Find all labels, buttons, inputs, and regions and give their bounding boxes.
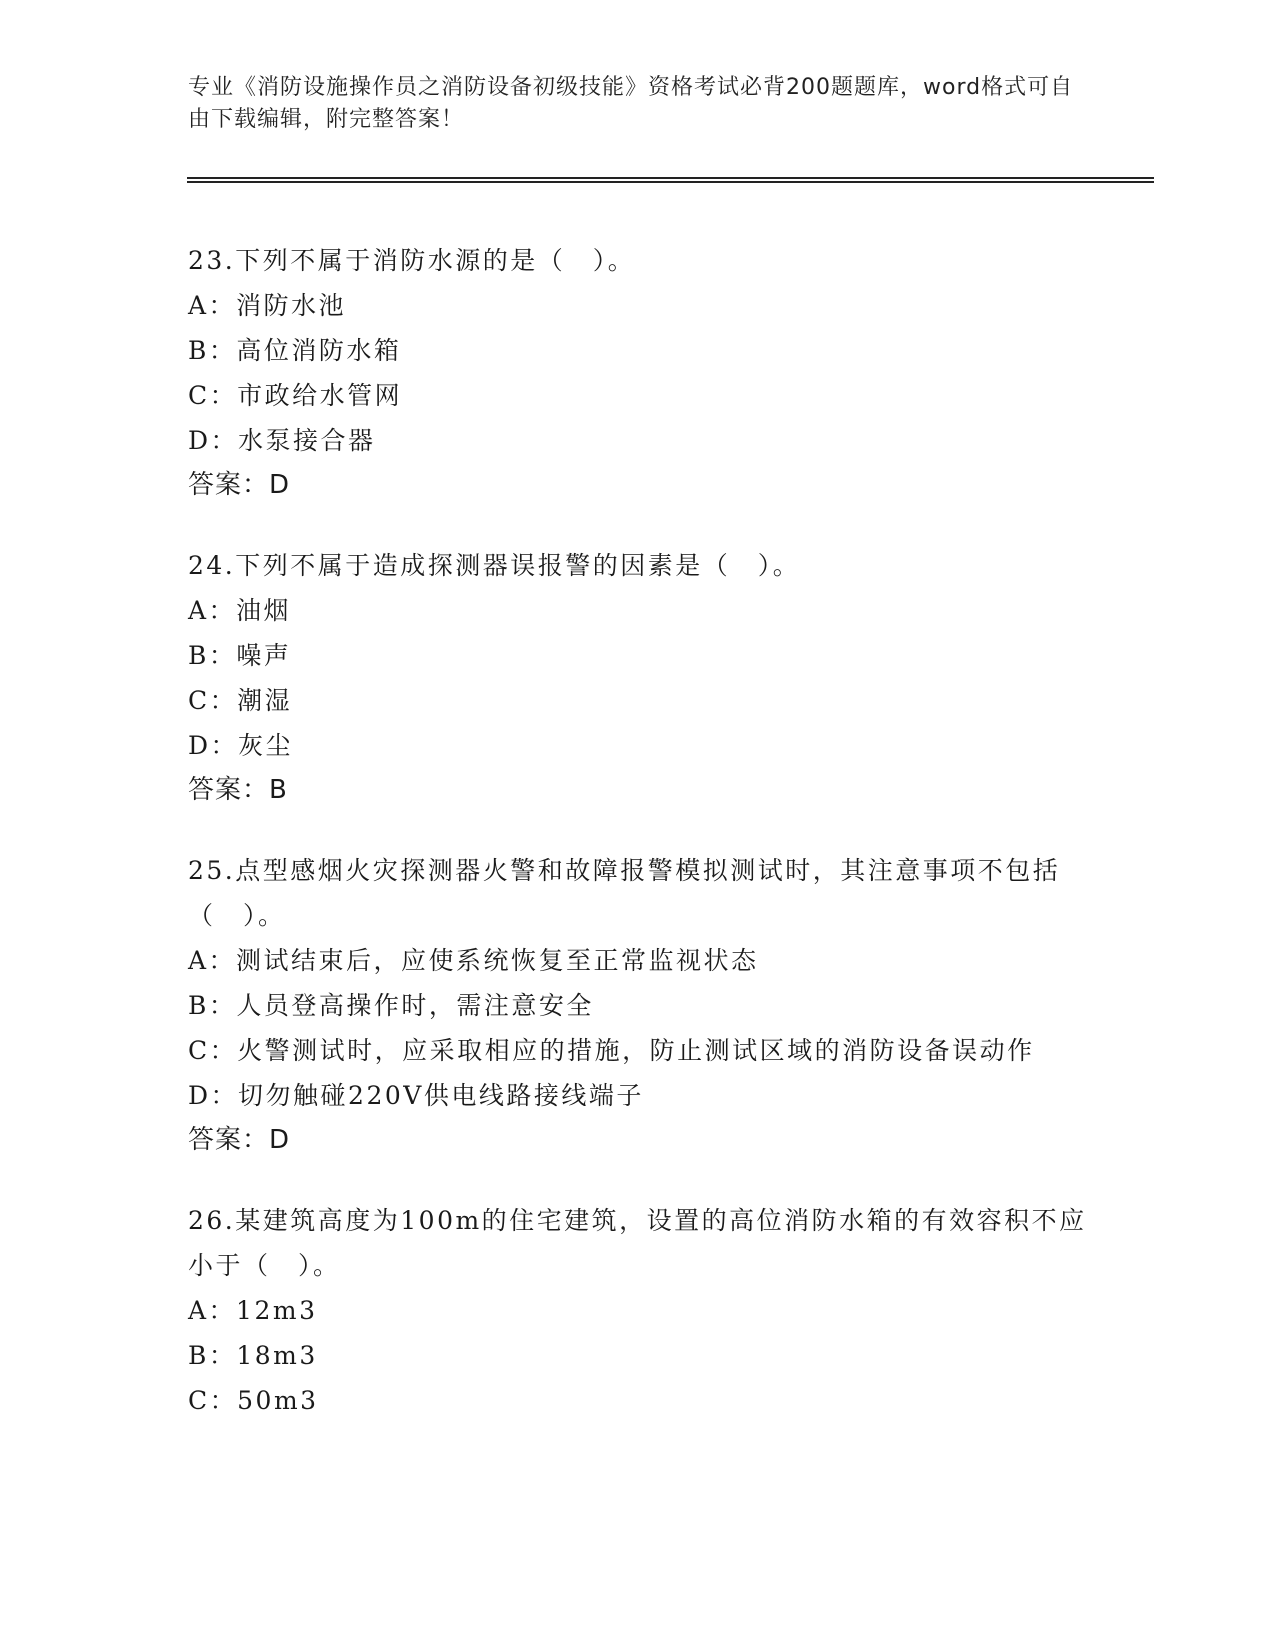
question-stem: 26.某建筑高度为100m的住宅建筑，设置的高位消防水箱的有效容积不应小于（ ）。 [188, 1206, 1087, 1280]
option-a: A：测试结束后，应使系统恢复至正常监视状态 [188, 946, 759, 975]
question-stem: 25.点型感烟火灾探测器火警和故障报警模拟测试时，其注意事项不包括（ ）。 [188, 856, 1061, 930]
question-25 [188, 848, 1088, 1163]
option-d: D：水泵接合器 [188, 426, 376, 455]
option-c: C：火警测试时，应采取相应的措施，防止测试区域的消防设备误动作 [188, 1036, 1035, 1065]
option-b: B：人员登高操作时，需注意安全 [188, 991, 594, 1020]
option-a: A：油烟 [188, 596, 292, 625]
option-b: B：噪声 [188, 641, 292, 670]
option-c: C：潮湿 [188, 686, 293, 715]
option-b: B：18m3 [188, 1341, 318, 1370]
header-divider [187, 177, 1154, 183]
question-stem: 23.下列不属于消防水源的是（ ）。 [188, 246, 636, 275]
question-26 [188, 1198, 1088, 1423]
option-a: A：12m3 [188, 1296, 318, 1325]
option-c: C：50m3 [188, 1386, 319, 1415]
question-24 [188, 543, 1088, 813]
answer: 答案：B [188, 775, 288, 805]
option-c: C：市政给水管网 [188, 381, 403, 410]
question-list [188, 238, 1088, 1458]
answer: 答案：D [188, 470, 291, 500]
question-23 [188, 238, 1088, 508]
option-a: A：消防水池 [188, 291, 347, 320]
option-d: D：灰尘 [188, 731, 294, 760]
option-d: D：切勿触碰220V供电线路接线端子 [188, 1081, 644, 1110]
answer: 答案：D [188, 1125, 291, 1155]
question-stem: 24.下列不属于造成探测器误报警的因素是（ ）。 [188, 551, 801, 580]
option-b: B：高位消防水箱 [188, 336, 402, 365]
document-header: 专业《消防设施操作员之消防设备初级技能》资格考试必背200题题库，word格式可自由下载编辑，附完整答案！ [188, 75, 1074, 132]
